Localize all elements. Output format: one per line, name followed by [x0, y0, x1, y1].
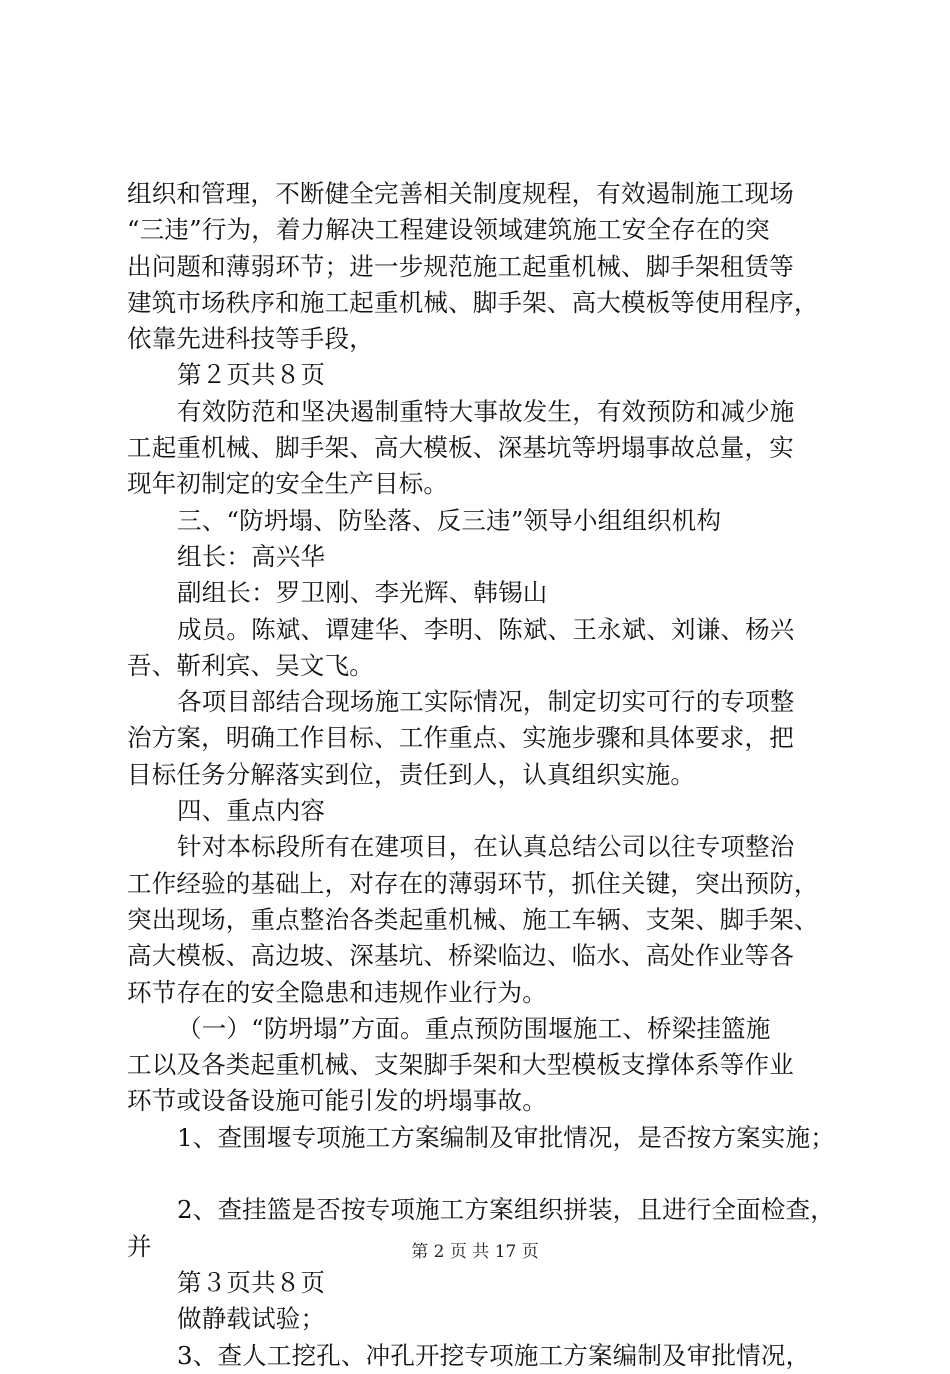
text-line: 2、查挂篮是否按专项施工方案组织拼装，且进行全面检查， — [177, 1195, 835, 1225]
text-line: 高大模板、高边坡、深基坑、桥梁临边、临水、高处作业等各 — [127, 941, 794, 971]
text-line: 副组长：罗卫刚、李光辉、韩锡山 — [177, 578, 548, 608]
text-line: 建筑市场秩序和施工起重机械、脚手架、高大模板等使用程序， — [127, 287, 819, 317]
text-line: 成员。陈斌、谭建华、李明、陈斌、王永斌、刘谦、杨兴 — [177, 614, 795, 644]
text-line: 各项目部结合现场施工实际情况，制定切实可行的专项整 — [177, 687, 795, 717]
text-line: 1、查围堰专项施工方案编制及审批情况，是否按方案实施； — [177, 1122, 835, 1152]
text-line: 突出现场，重点整治各类起重机械、施工车辆、支架、脚手架、 — [127, 904, 819, 934]
text-line: 并 — [127, 1231, 152, 1261]
text-line: 做静载试验； — [177, 1304, 326, 1334]
text-line: 目标任务分解落实到位，责任到人，认真组织实施。 — [127, 759, 696, 789]
text-line: 工作经验的基础上，对存在的薄弱环节，抓住关键，突出预防， — [127, 868, 819, 898]
text-line: 组织和管理，不断健全完善相关制度规程，有效遏制施工现场 — [127, 179, 794, 208]
text-line: 第２页共８页 — [177, 360, 326, 390]
text-line: 针对本标段所有在建项目，在认真总结公司以往专项整治 — [177, 832, 795, 862]
text-line: 四、重点内容 — [177, 796, 326, 826]
text-line: 工起重机械、脚手架、高大模板、深基坑等坍塌事故总量，实 — [127, 433, 794, 463]
text-line: 第３页共８页 — [177, 1267, 326, 1297]
page-footer: 第 2 页 共 17 页 — [411, 1242, 539, 1262]
text-line: 工以及各类起重机械、支架脚手架和大型模板支撑体系等作业 — [127, 1050, 794, 1080]
text-line: 三、“防坍塌、防坠落、反三违”领导小组组织机构 — [177, 505, 722, 535]
text-line: 环节存在的安全隐患和违规作业行为。 — [127, 977, 547, 1007]
text-line: 现年初制定的安全生产目标。 — [127, 469, 449, 499]
text-line: 治方案，明确工作目标、工作重点、实施步骤和具体要求，把 — [127, 723, 794, 753]
text-line: 组长：高兴华 — [177, 541, 326, 571]
text-line: 有效防范和坚决遏制重特大事故发生，有效预防和减少施 — [177, 396, 795, 426]
text-line: 吾、靳利宾、吴文飞。 — [127, 650, 374, 680]
text-line: “三违”行为，着力解决工程建设领域建筑施工安全存在的突 — [127, 215, 770, 245]
text-line: （一）“防坍塌”方面。重点预防围堰施工、桥梁挂篮施 — [177, 1013, 771, 1043]
document-body — [127, 176, 847, 1374]
text-line: 环节或设备设施可能引发的坍塌事故。 — [127, 1086, 547, 1116]
text-line: 3、查人工挖孔、冲孔开挖专项施工方案编制及审批情况， — [177, 1340, 811, 1370]
text-line: 依靠先进科技等手段， — [127, 324, 374, 354]
blank-line — [127, 1156, 847, 1192]
text-line: 出问题和薄弱环节；进一步规范施工起重机械、脚手架租赁等 — [127, 251, 794, 281]
